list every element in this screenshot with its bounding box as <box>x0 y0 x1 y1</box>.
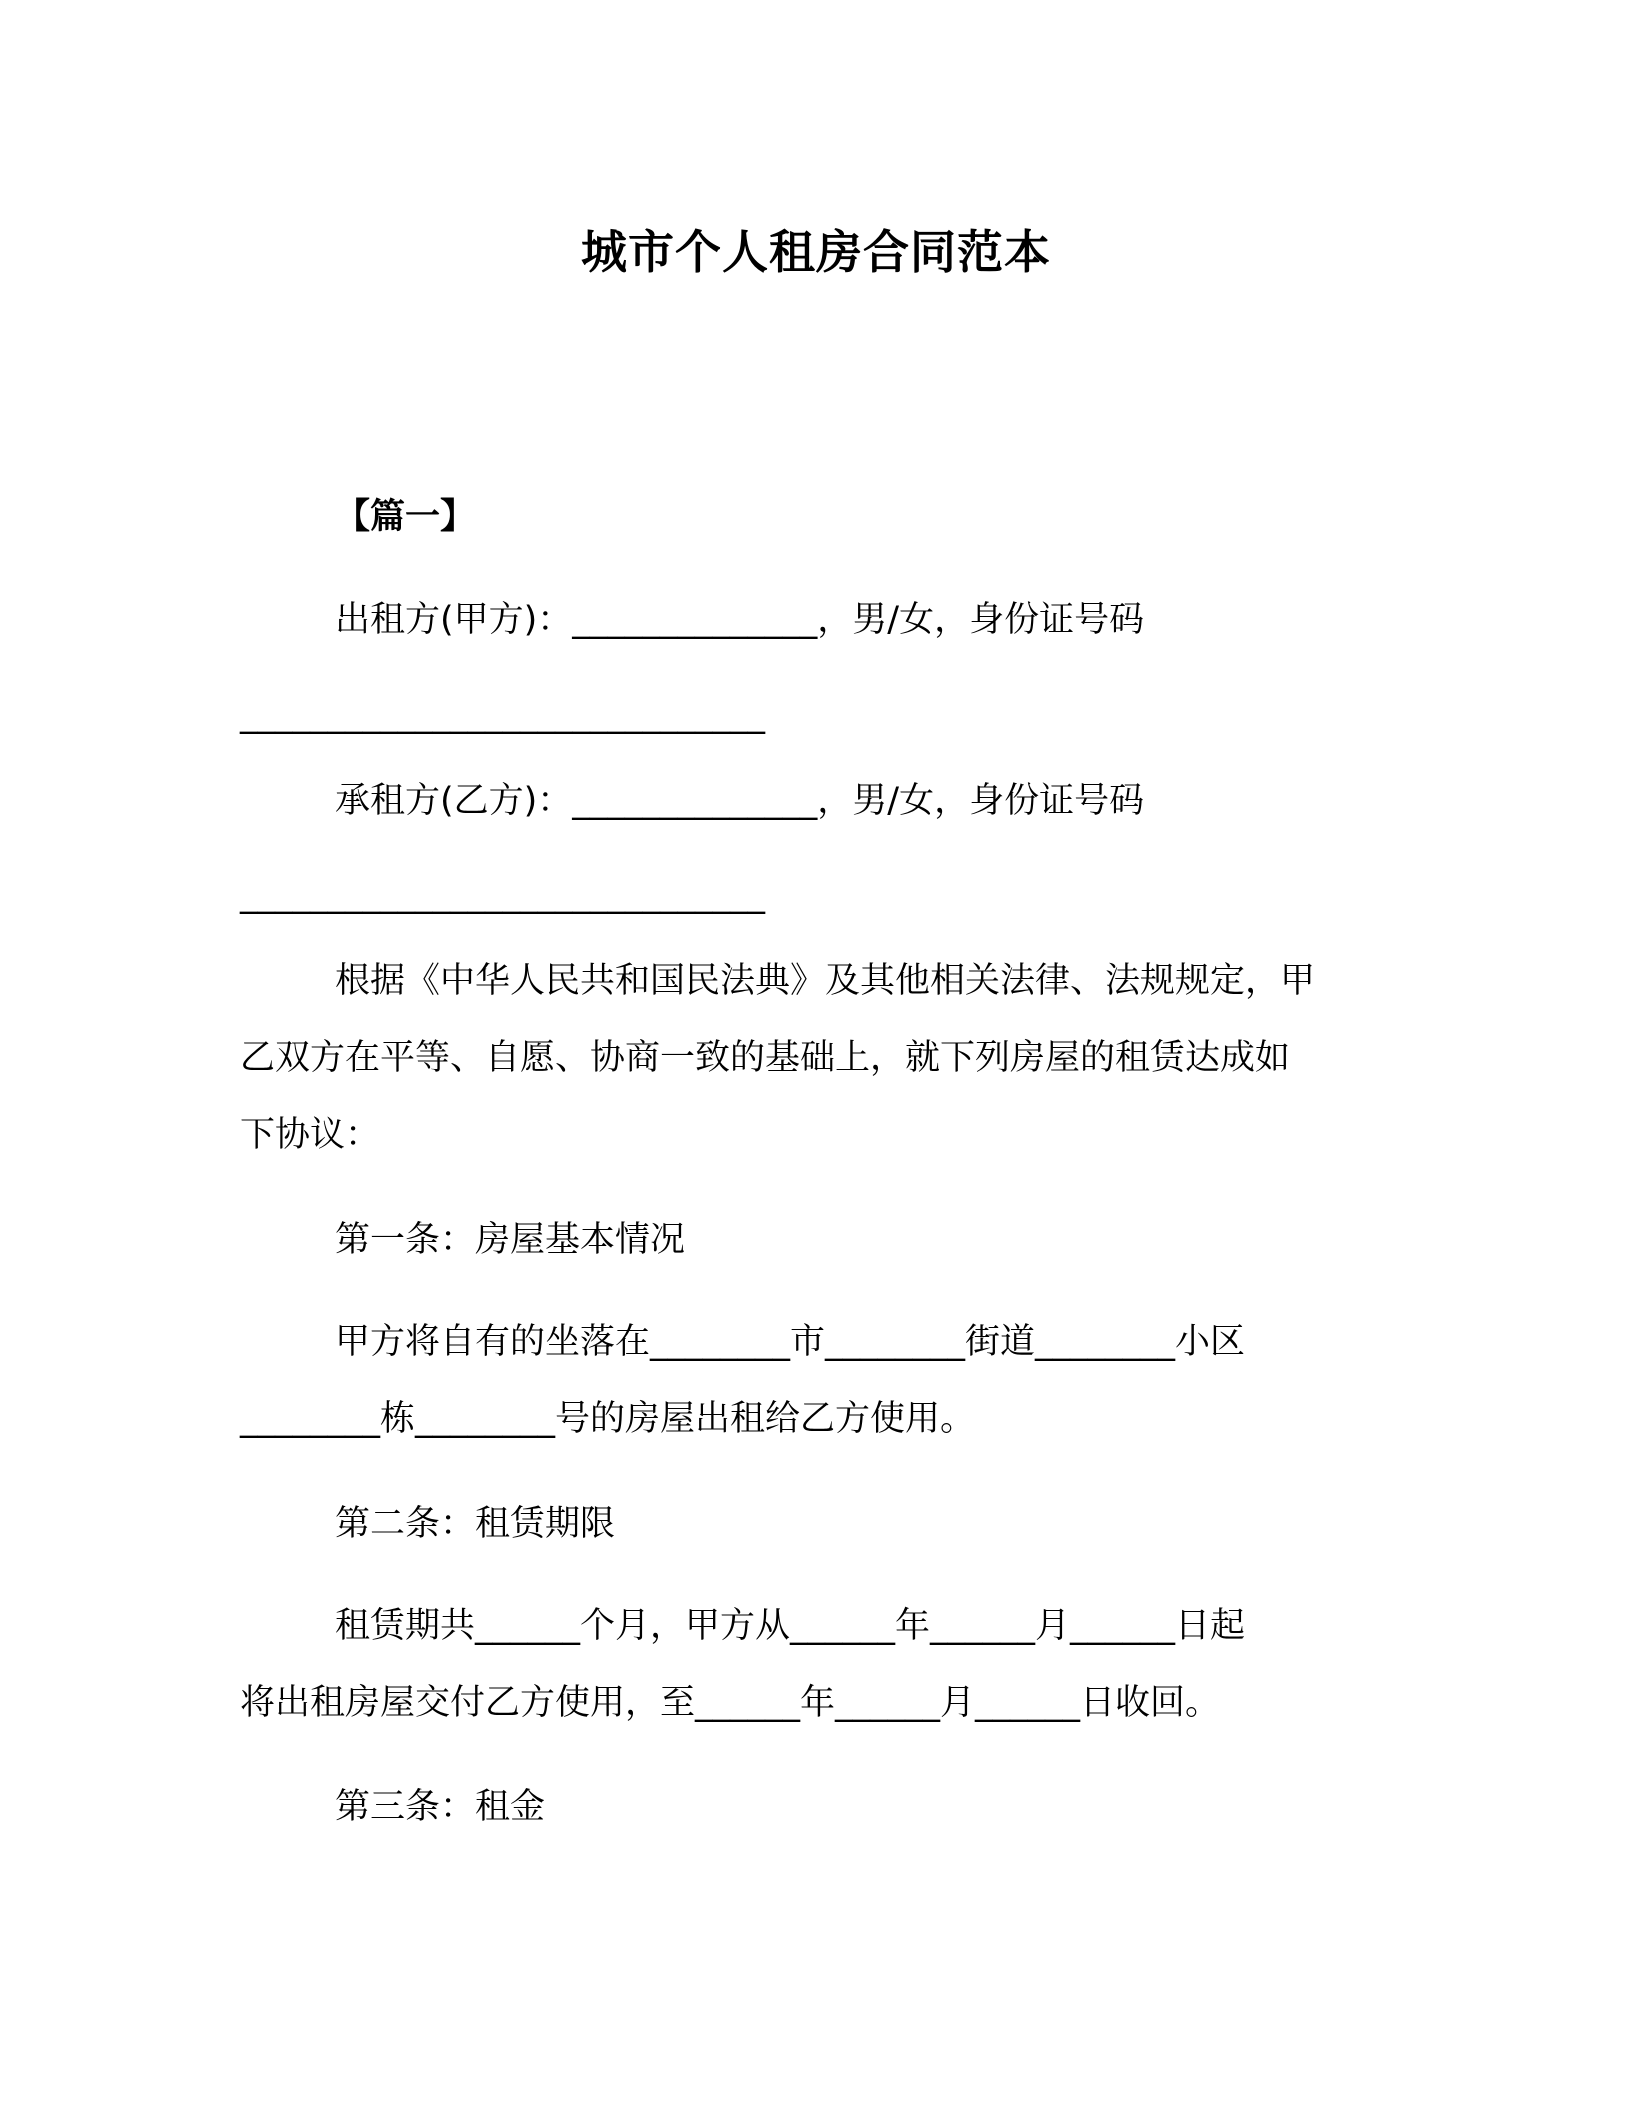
article-1-line-1: 甲方将自有的坐落在________市________街道________小区 <box>335 1322 1246 1362</box>
document-title: 城市个人租房合同范本 <box>581 225 1051 279</box>
article-3-heading: 第三条：租金 <box>335 1787 546 1827</box>
lessee-line: 承租方(乙方)：______________，男/女，身份证号码 <box>335 781 1145 821</box>
preamble-line-1: 根据《中华人民共和国民法典》及其他相关法律、法规规定，甲 <box>335 961 1316 1001</box>
lessee-id-blank: ______________________________ <box>240 875 765 915</box>
lessor-line: 出租方(甲方)：______________，男/女，身份证号码 <box>335 600 1145 640</box>
article-1-heading: 第一条：房屋基本情况 <box>335 1220 686 1260</box>
preamble-line-2: 乙双方在平等、自愿、协商一致的基础上，就下列房屋的租赁达成如 <box>240 1038 1291 1078</box>
article-2-line-1: 租赁期共______个月，甲方从______年______月______日起 <box>335 1606 1246 1646</box>
article-2-heading: 第二条：租赁期限 <box>335 1504 616 1544</box>
preamble-line-3: 下协议： <box>240 1115 381 1155</box>
lessor-id-blank: ______________________________ <box>240 695 765 735</box>
article-2-line-2: 将出租房屋交付乙方使用，至______年______月______日收回。 <box>240 1683 1221 1723</box>
article-1-line-2: ________栋________号的房屋出租给乙方使用。 <box>240 1399 976 1439</box>
section-label: 【篇一】 <box>335 497 476 537</box>
